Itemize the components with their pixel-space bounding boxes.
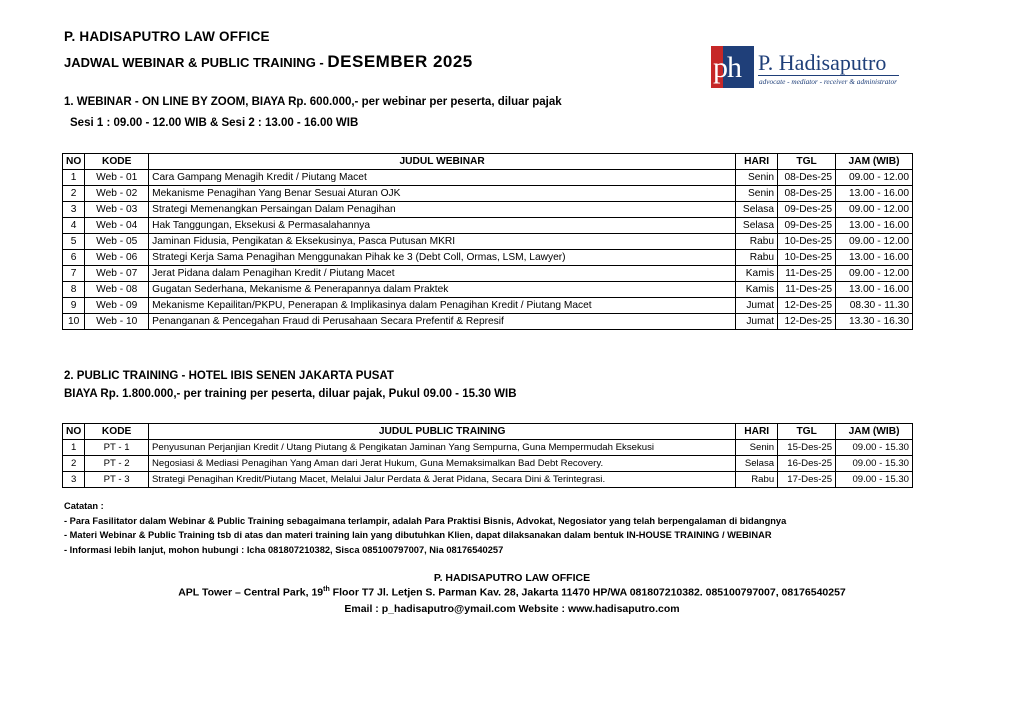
schedule-title — [64, 52, 473, 72]
col-header-judul: JUDUL PUBLIC TRAINING — [149, 424, 736, 440]
cell-kode: Web - 06 — [85, 250, 149, 266]
cell-tgl: 09-Des-25 — [778, 218, 836, 234]
cell-jam: 09.00 - 15.30 — [836, 472, 913, 488]
cell-kode: Web - 04 — [85, 218, 149, 234]
col-header-judul: JUDUL WEBINAR — [149, 154, 736, 170]
cell-jam: 13.00 - 16.00 — [836, 186, 913, 202]
cell-tgl: 12-Des-25 — [778, 298, 836, 314]
cell-jam: 09.00 - 15.30 — [836, 440, 913, 456]
cell-hari: Selasa — [736, 218, 778, 234]
webinar-row — [63, 234, 913, 250]
cell-judul: Strategi Penagihan Kredit/Piutang Macet, Melalui Jalur Perdata & Jerat Pidana, Secara Dini & Terintegrasi. — [149, 472, 736, 488]
cell-hari: Selasa — [736, 202, 778, 218]
cell-tgl: 15-Des-25 — [778, 440, 836, 456]
notes-title: Catatan : — [64, 501, 104, 511]
cell-no: 7 — [63, 266, 85, 282]
cell-hari: Rabu — [736, 234, 778, 250]
cell-no: 3 — [63, 472, 85, 488]
cell-judul: Negosiasi & Mediasi Penagihan Yang Aman dari Jerat Hukum, Guna Memaksimalkan Bad Debt Recovery. — [149, 456, 736, 472]
cell-hari: Senin — [736, 440, 778, 456]
cell-kode: Web - 07 — [85, 266, 149, 282]
cell-kode: Web - 02 — [85, 186, 149, 202]
webinar-row — [63, 250, 913, 266]
cell-tgl: 09-Des-25 — [778, 202, 836, 218]
col-header-no: NO — [63, 424, 85, 440]
cell-no: 5 — [63, 234, 85, 250]
col-header-kode: KODE — [85, 154, 149, 170]
cell-kode: Web - 03 — [85, 202, 149, 218]
notes-section — [64, 499, 786, 557]
note-item: - Para Fasilitator dalam Webinar & Public Training sebagaimana terlampir, adalah Para Praktisi Bisnis, Advokat, Negosiator yang telah berpengalaman di bidangnya — [64, 515, 787, 526]
cell-hari: Selasa — [736, 456, 778, 472]
cell-kode: Web - 05 — [85, 234, 149, 250]
webinar-heading: 1. WEBINAR - ON LINE BY ZOOM, BIAYA Rp. 600.000,- per webinar per peserta, diluar pajak — [64, 96, 562, 108]
training-row — [63, 440, 913, 456]
cell-jam: 09.00 - 12.00 — [836, 266, 913, 282]
col-header-kode: KODE — [85, 424, 149, 440]
cell-no: 4 — [63, 218, 85, 234]
col-header-jam: JAM (WIB) — [836, 424, 913, 440]
col-header-jam: JAM (WIB) — [836, 154, 913, 170]
cell-jam: 08.30 - 11.30 — [836, 298, 913, 314]
office-name: P. HADISAPUTRO LAW OFFICE — [64, 29, 270, 44]
cell-judul: Gugatan Sederhana, Mekanisme & Penerapannya dalam Praktek — [149, 282, 736, 298]
cell-no: 10 — [63, 314, 85, 330]
training-row — [63, 472, 913, 488]
training-header-row — [63, 424, 913, 440]
col-header-hari: HARI — [736, 424, 778, 440]
note-item: - Materi Webinar & Public Training tsb di atas dan materi training lain yang dibutuhkan Klien, dapat dilaksanakan dalam bentuk IN-HOUSE TRAINING / WEBINAR — [64, 530, 772, 541]
cell-hari: Rabu — [736, 250, 778, 266]
cell-tgl: 11-Des-25 — [778, 282, 836, 298]
cell-no: 8 — [63, 282, 85, 298]
training-row — [63, 456, 913, 472]
cell-judul: Penanganan & Pencegahan Fraud di Perusahaan Secara Prefentif & Represif — [149, 314, 736, 330]
footer-address — [0, 586, 1024, 599]
cell-no: 2 — [63, 186, 85, 202]
cell-judul: Cara Gampang Menagih Kredit / Piutang Macet — [149, 170, 736, 186]
cell-hari: Jumat — [736, 298, 778, 314]
cell-hari: Rabu — [736, 472, 778, 488]
cell-judul: Strategi Memenangkan Persaingan Dalam Penagihan — [149, 202, 736, 218]
cell-jam: 13.00 - 16.00 — [836, 250, 913, 266]
company-logo — [711, 46, 901, 88]
cell-tgl: 10-Des-25 — [778, 234, 836, 250]
schedule-title-text: JADWAL WEBINAR & PUBLIC TRAINING - — [64, 55, 328, 70]
webinar-row — [63, 170, 913, 186]
webinar-sessions: Sesi 1 : 09.00 - 12.00 WIB & Sesi 2 : 13.00 - 16.00 WIB — [70, 117, 359, 129]
cell-kode: PT - 1 — [85, 440, 149, 456]
cell-no: 9 — [63, 298, 85, 314]
webinar-row — [63, 314, 913, 330]
logo-mark-icon — [711, 46, 754, 88]
webinar-row — [63, 218, 913, 234]
cell-judul: Penyusunan Perjanjian Kredit / Utang Piutang & Pengikatan Jaminan Yang Sempurna, Guna Mempermudah Eksekusi — [149, 440, 736, 456]
cell-no: 2 — [63, 456, 85, 472]
cell-tgl: 16-Des-25 — [778, 456, 836, 472]
webinar-table — [62, 153, 913, 330]
footer-address-a: APL Tower – Central Park, 19 — [178, 586, 324, 599]
webinar-header-row — [63, 154, 913, 170]
cell-hari: Kamis — [736, 282, 778, 298]
training-table — [62, 423, 913, 488]
cell-kode: Web - 10 — [85, 314, 149, 330]
logo-mark-letters: ph — [713, 51, 741, 84]
cell-hari: Senin — [736, 186, 778, 202]
note-item: - Informasi lebih lanjut, mohon hubungi : Icha 081807210382, Sisca 085100797007, Nia 08176540257 — [64, 544, 504, 555]
webinar-row — [63, 202, 913, 218]
training-cost: BIAYA Rp. 1.800.000,- per training per peserta, diluar pajak, Pukul 09.00 - 15.30 WIB — [64, 388, 517, 400]
cell-tgl: 12-Des-25 — [778, 314, 836, 330]
cell-kode: PT - 3 — [85, 472, 149, 488]
cell-tgl: 08-Des-25 — [778, 170, 836, 186]
cell-no: 3 — [63, 202, 85, 218]
cell-judul: Jerat Pidana dalam Penagihan Kredit / Piutang Macet — [149, 266, 736, 282]
cell-tgl: 17-Des-25 — [778, 472, 836, 488]
cell-kode: Web - 01 — [85, 170, 149, 186]
cell-judul: Jaminan Fidusia, Pengikatan & Eksekusinya, Pasca Putusan MKRI — [149, 234, 736, 250]
cell-judul: Mekanisme Penagihan Yang Benar Sesuai Aturan OJK — [149, 186, 736, 202]
training-heading: 2. PUBLIC TRAINING - HOTEL IBIS SENEN JAKARTA PUSAT — [64, 370, 394, 382]
cell-tgl: 11-Des-25 — [778, 266, 836, 282]
webinar-row — [63, 266, 913, 282]
cell-tgl: 08-Des-25 — [778, 186, 836, 202]
schedule-month: DESEMBER 2025 — [327, 52, 473, 71]
cell-jam: 09.00 - 15.30 — [836, 456, 913, 472]
cell-tgl: 10-Des-25 — [778, 250, 836, 266]
webinar-row — [63, 282, 913, 298]
cell-no: 6 — [63, 250, 85, 266]
cell-no: 1 — [63, 440, 85, 456]
col-header-no: NO — [63, 154, 85, 170]
cell-kode: Web - 08 — [85, 282, 149, 298]
footer-address-b: Floor T7 Jl. Letjen S. Parman Kav. 28, Jakarta 11470 HP/WA 081807210382. 085100797007, 08176540257 — [329, 586, 846, 599]
cell-no: 1 — [63, 170, 85, 186]
footer-address-sup: th — [323, 586, 330, 593]
cell-jam: 13.00 - 16.00 — [836, 282, 913, 298]
cell-jam: 13.00 - 16.00 — [836, 218, 913, 234]
logo-tagline: advocate - mediator - receiver & administrator — [759, 77, 897, 86]
logo-name: P. Hadisaputro — [758, 50, 887, 75]
col-header-hari: HARI — [736, 154, 778, 170]
col-header-tgl: TGL — [778, 154, 836, 170]
cell-judul: Mekanisme Kepailitan/PKPU, Penerapan & Implikasinya dalam Penagihan Kredit / Piutang Macet — [149, 298, 736, 314]
footer-office: P. HADISAPUTRO LAW OFFICE — [433, 572, 591, 584]
cell-kode: Web - 09 — [85, 298, 149, 314]
cell-hari: Senin — [736, 170, 778, 186]
cell-kode: PT - 2 — [85, 456, 149, 472]
cell-hari: Jumat — [736, 314, 778, 330]
col-header-tgl: TGL — [778, 424, 836, 440]
cell-judul: Hak Tanggungan, Eksekusi & Permasalahannya — [149, 218, 736, 234]
cell-jam: 09.00 - 12.00 — [836, 170, 913, 186]
cell-jam: 13.30 - 16.30 — [836, 314, 913, 330]
logo-divider — [758, 75, 899, 76]
webinar-row — [63, 298, 913, 314]
cell-judul: Strategi Kerja Sama Penagihan Menggunakan Pihak ke 3 (Debt Coll, Ormas, LSM, Lawyer) — [149, 250, 736, 266]
footer-contact: Email : p_hadisaputro@ymail.com Website : www.hadisaputro.com — [344, 603, 680, 615]
cell-hari: Kamis — [736, 266, 778, 282]
webinar-row — [63, 186, 913, 202]
cell-jam: 09.00 - 12.00 — [836, 234, 913, 250]
cell-jam: 09.00 - 12.00 — [836, 202, 913, 218]
